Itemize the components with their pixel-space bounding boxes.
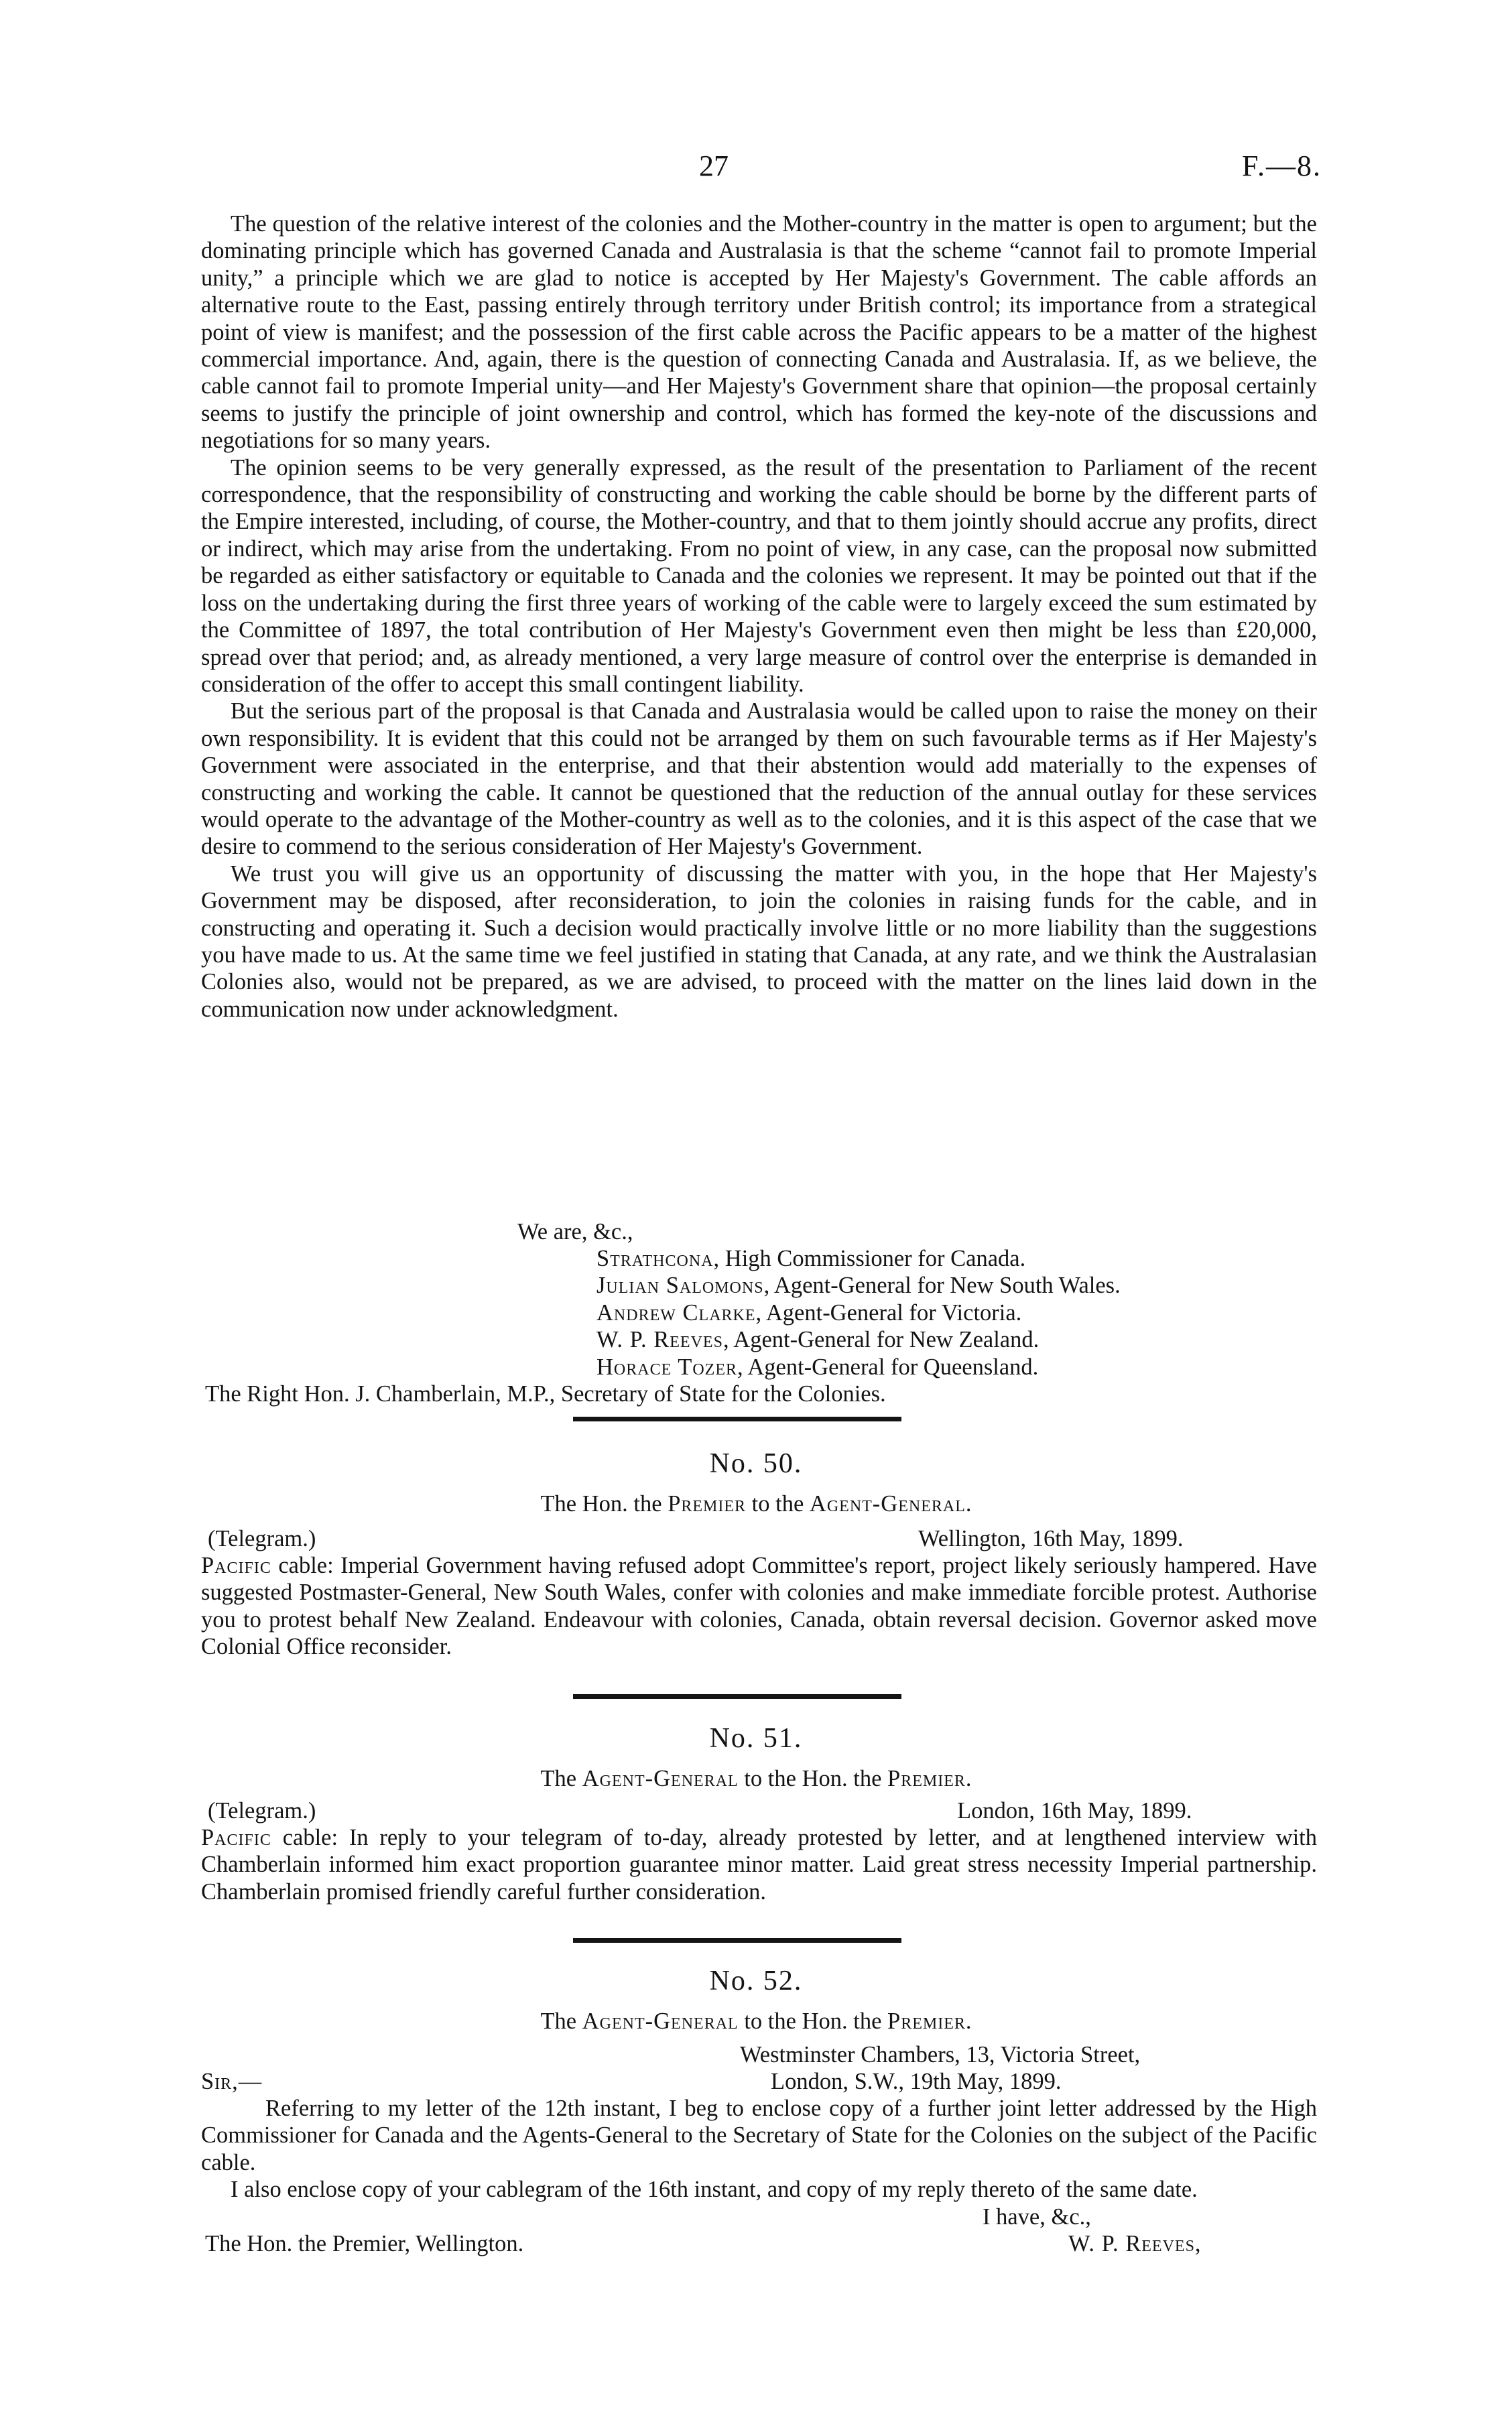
body-paragraph: But the serious part of the proposal is that Canada and Australasia would be called upon to raise the money on their own responsibility. It is evident that this could not be arranged by them on such favourable terms as if Her Majesty's Government were associated in the enterprise, and that their abstention would add materially to the expenses of constructing and working the cable. It cannot be questioned that the reduction of the annual outlay for these services would operate to the advantage of the Mother-country as well as to the colonies, and it is this aspect of the case that we desire to commend to the serious consideration of Her Majesty's Government. <box>201 698 1317 860</box>
letter-addressee: The Right Hon. J. Chamberlain, M.P., Secretary of State for the Colonies. <box>205 1381 886 1407</box>
signatory-list <box>596 1245 1334 1381</box>
sender-address-line: London, S.W., 19th May, 1899. <box>771 2069 1062 2094</box>
telegram-body <box>201 1552 1317 1661</box>
body-paragraph: I also enclose copy of your cablegram of the 16th instant, and copy of my reply thereto of the same date. <box>231 2177 1198 2203</box>
section-divider <box>573 1417 901 1421</box>
sender-address-line: Westminster Chambers, 13, Victoria Street, <box>740 2042 1141 2067</box>
page-header <box>0 149 1512 189</box>
signatory-title: , Agent-General for New South Wales. <box>763 1273 1121 1299</box>
letter-addressee: The Hon. the Premier, Wellington. <box>205 2231 524 2256</box>
signatory <box>596 1245 1334 1272</box>
telegram-place-date: Wellington, 16th May, 1899. <box>918 1526 1184 1551</box>
body-paragraph: The question of the relative interest of the colonies and the Mother-country in the matter is open to argument; but the dominating principle which has governed Canada and Australasia is that the scheme “cannot fail to promote Imperial unity,” a principle which we are glad to notice is accepted by Her Majesty's Government. The cable affords an alternative route to the East, passing entirely through territory under British control; its importance from a strategical point of view is manifest; and the possession of the first cable across the Pacific appears to be a matter of the highest commercial importance. And, again, there is the question of connecting Canada and Australasia. If, as we believe, the cable cannot fail to promote Imperial unity—and Her Majesty's Government share that opinion—the proposal certainly seems to justify the principle of joint ownership and control, which has formed the key-note of the discussions and negotiations for so many years. <box>201 211 1317 454</box>
signatory <box>596 1272 1334 1299</box>
telegram-place-date: London, 16th May, 1899. <box>957 1798 1192 1824</box>
letter-salutation: Sir,— <box>201 2069 263 2094</box>
telegram-label: (Telegram.) <box>208 1526 316 1551</box>
page-number: 27 <box>699 149 729 182</box>
body-paragraph: The opinion seems to be very generally expressed, as the result of the presentation to Parliament of the recent correspondence, that the responsibility of constructing and working the cable should be borne by the different parts of the Empire interested, including, of course, the Mother-country, and that to them jointly should accrue any profits, direct or indirect, which may arise from the undertaking. From no point of view, in any case, can the proposal now submitted be regarded as either satisfactory or equitable to Canada and the colonies we represent. It may be pointed out that if the loss on the undertaking during the first three years of working of the cable were to largely exceed the sum estimated by the Committee of 1897, the total contribution of Her Majesty's Government even then might be less than £20,000, spread over that period; and, as already mentioned, a very large measure of control over the enterprise is demanded in consideration of the offer to accept this small contingent liability. <box>201 454 1317 697</box>
signatory-title: , Agent-General for Victoria. <box>755 1299 1022 1326</box>
signatory-name: Julian Salomons <box>596 1273 764 1299</box>
signatory-name: Horace Tozer <box>596 1354 737 1380</box>
section-divider <box>573 1938 901 1943</box>
telegram-text: Pacific cable: In reply to your telegram of to-day, already protested by letter, and at lengthened interview with Chamberlain informed him exact proportion guarantee minor matter. Laid great stress necessity Imperial partnership. Chamberlain promised friendly careful further consideration. <box>201 1825 1317 1905</box>
section-subheading: The Agent-General to the Hon. the Premier. <box>540 1766 972 1791</box>
signatory <box>596 1299 1334 1326</box>
signatory-title: , Agent-General for Queensland. <box>737 1354 1039 1380</box>
telegram-label: (Telegram.) <box>208 1798 316 1824</box>
signatory <box>596 1354 1334 1381</box>
signatory-name: Strathcona <box>596 1246 714 1271</box>
letter-body <box>201 2095 1317 2203</box>
section-heading-no-50: No. 50. <box>709 1448 803 1479</box>
signatory <box>596 1326 1334 1353</box>
signatory-name: W. P. Reeves <box>596 1327 723 1353</box>
letter-signature: W. P. Reeves, <box>1068 2231 1202 2256</box>
telegram-body <box>201 1824 1317 1905</box>
section-divider <box>573 1694 901 1699</box>
section-subheading: The Hon. the Premier to the Agent-General. <box>540 1491 972 1517</box>
signatory-title: , Agent-General for New Zealand. <box>722 1327 1040 1353</box>
letter-body <box>201 210 1317 1023</box>
section-heading-no-52: No. 52. <box>709 1966 803 1996</box>
body-paragraph: We trust you will give us an opportunity of discussing the matter with you, in the hope that Her Majesty's Government may be disposed, after reconsideration, to join the colonies in raising funds for the cable, and in constructing and operating it. Such a decision would practically involve little or no more liability than the suggestions you have made to us. At the same time we feel justified in stating that Canada, at any rate, and we think the Australasian Colonies also, would not be prepared, as we are advised, to proceed with the matter on the lines laid down in the communication now under acknowledgment. <box>201 860 1317 1022</box>
section-heading-no-51: No. 51. <box>709 1723 803 1754</box>
letter-closing: I have, &c., <box>983 2204 1091 2230</box>
section-subheading: The Agent-General to the Hon. the Premier. <box>540 2008 972 2034</box>
document-reference: F.—8. <box>1242 149 1322 182</box>
body-paragraph: Referring to my letter of the 12th instant, I beg to enclose copy of a further joint letter addressed by the High Commissioner for Canada and the Agents-General to the Secretary of State for the Colonies on the subject of the Pacific cable. <box>201 2096 1317 2175</box>
telegram-text: Pacific cable: Imperial Government having refused adopt Committee's report, project likely seriously hampered. Have suggested Postmaster-General, New South Wales, confer with colonies and make immediate forcible protest. Authorise you to protest behalf New Zealand. Endeavour with colonies, Canada, obtain reversal decision. Governor asked move Colonial Office reconsider. <box>201 1553 1317 1660</box>
signatory-name: Andrew Clarke <box>596 1299 756 1326</box>
signatory-title: , High Commissioner for Canada. <box>713 1246 1026 1271</box>
letter-closing: We are, &c., <box>517 1219 633 1244</box>
